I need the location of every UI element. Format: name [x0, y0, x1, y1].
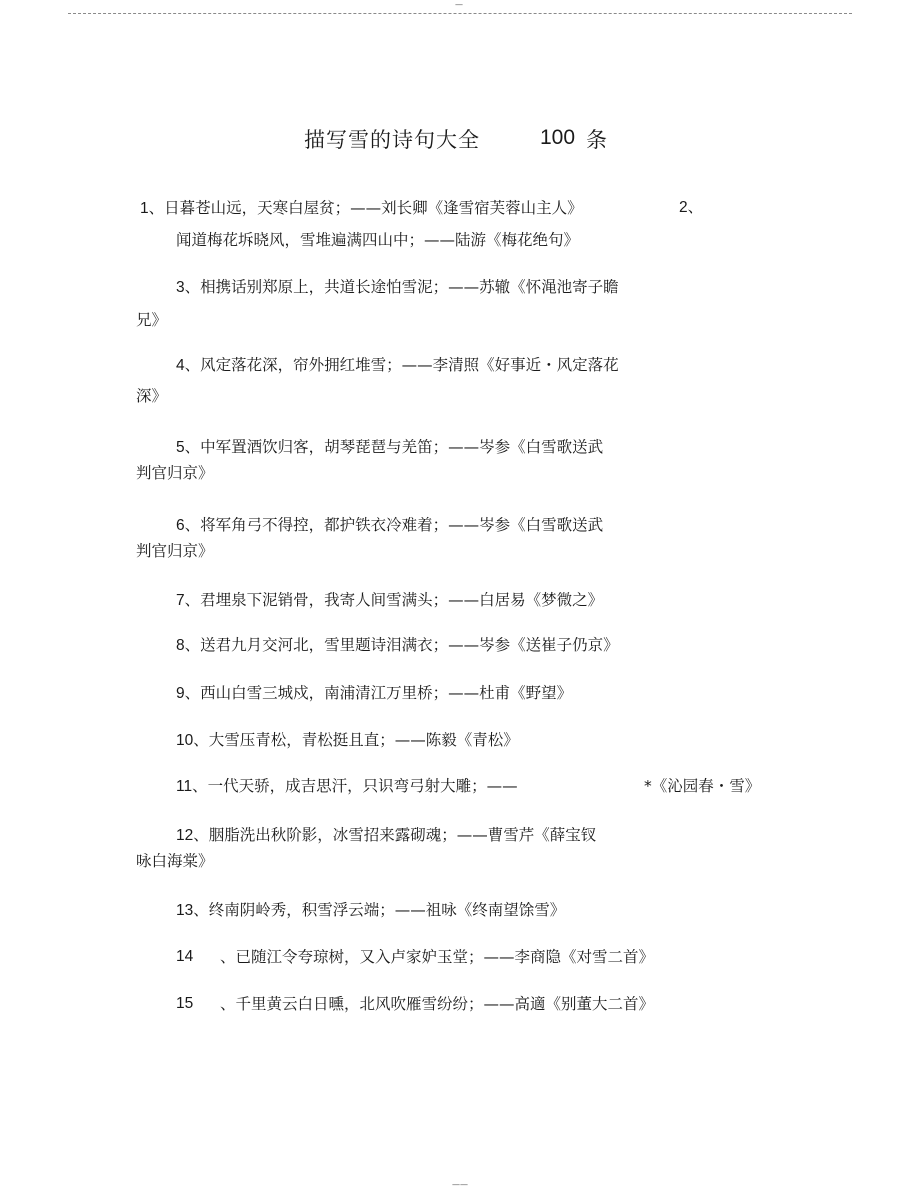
list-item [176, 900, 565, 921]
item-number: 10 [176, 732, 194, 749]
item-continuation: 兄》 [136, 311, 168, 329]
item-text: 、一代天骄，成吉思汗，只识弯弓射大雕；—— [192, 777, 518, 795]
item-number: 6 [176, 517, 185, 534]
item-text: 、日暮苍山远，天寒白屋贫；——刘长卿《逢雪宿芙蓉山主人》 [148, 199, 583, 217]
item-number: 14 [176, 948, 194, 965]
item-number: 12 [176, 827, 194, 844]
list-item [176, 825, 596, 846]
list-item [176, 683, 572, 704]
item-number: 7 [176, 592, 185, 609]
item-text: 、送君九月交河北，雪里题诗泪满衣；——岑参《送崔子仍京》 [184, 636, 619, 654]
item-continuation: 判官归京》 [136, 542, 214, 560]
item-number: 1 [140, 200, 149, 217]
list-item [176, 355, 619, 376]
item-number: 8 [176, 637, 185, 654]
item-text: 、将军角弓不得控，都护铁衣冷难着；——岑参《白雪歌送武 [184, 516, 604, 534]
list-item [176, 730, 519, 751]
list-item [140, 198, 583, 219]
item-text: 、相携话别郑原上，共道长途怕雪泥；——苏辙《怀渑池寄子瞻 [184, 278, 619, 296]
item-number: 15 [176, 995, 194, 1012]
item-text: 、中军置酒饮归客，胡琴琵琶与羌笛；——岑参《白雪歌送武 [184, 438, 604, 456]
item-number: 5 [176, 439, 185, 456]
item-number: 11 [176, 778, 193, 795]
list-item [176, 590, 603, 611]
item-text: 、终南阴岭秀，积雪浮云端；——祖咏《终南望馀雪》 [193, 901, 566, 919]
item-continuation: 深》 [136, 387, 168, 405]
item-number: 9 [176, 685, 185, 702]
item-number: 4 [176, 357, 185, 374]
footer-mark: —— [452, 1180, 468, 1189]
title-count: 100 [540, 126, 576, 149]
list-item [176, 776, 518, 797]
list-item [176, 277, 619, 298]
list-item [176, 515, 603, 536]
item-text: 、风定落花深，帘外拥红堆雪；——李清照《好事近・风定落花 [184, 356, 619, 374]
title-suffix: 条 [586, 128, 607, 152]
list-item [176, 635, 619, 656]
item-text: 、西山白雪三城戍，南浦清江万里桥；——杜甫《野望》 [184, 684, 573, 702]
list-item: 闻道梅花坼晓风，雪堆遍满四山中；——陆游《梅花绝句》 [176, 231, 580, 249]
item-number: 2、 [679, 199, 704, 216]
item-number: 3 [176, 279, 185, 296]
item-text: 、君埋泉下泥销骨，我寄人间雪满头；——白居易《梦微之》 [184, 591, 604, 609]
item-continuation: 咏白海棠》 [136, 852, 214, 870]
item-text: 、胭脂洗出秋阶影，冰雪招来露砌魂；——曹雪芹《薛宝钗 [193, 826, 597, 844]
list-item: 、已随江令夸琼树，又入卢家妒玉堂；——李商隐《对雪二首》 [220, 948, 655, 966]
list-item [176, 437, 603, 458]
item-text: 、大雪压青松，青松挺且直；——陈毅《青松》 [193, 731, 519, 749]
header-mark: — [455, 0, 463, 9]
item-continuation: 判官归京》 [136, 464, 214, 482]
header-rule [68, 13, 852, 14]
list-item: 、千里黄云白日曛，北风吹雁雪纷纷；——高適《别董大二首》 [220, 995, 655, 1013]
item-number: 13 [176, 902, 194, 919]
page-title: 描写雪的诗句大全 [304, 128, 480, 152]
item-source: *《沁园春・雪》 [644, 777, 761, 795]
